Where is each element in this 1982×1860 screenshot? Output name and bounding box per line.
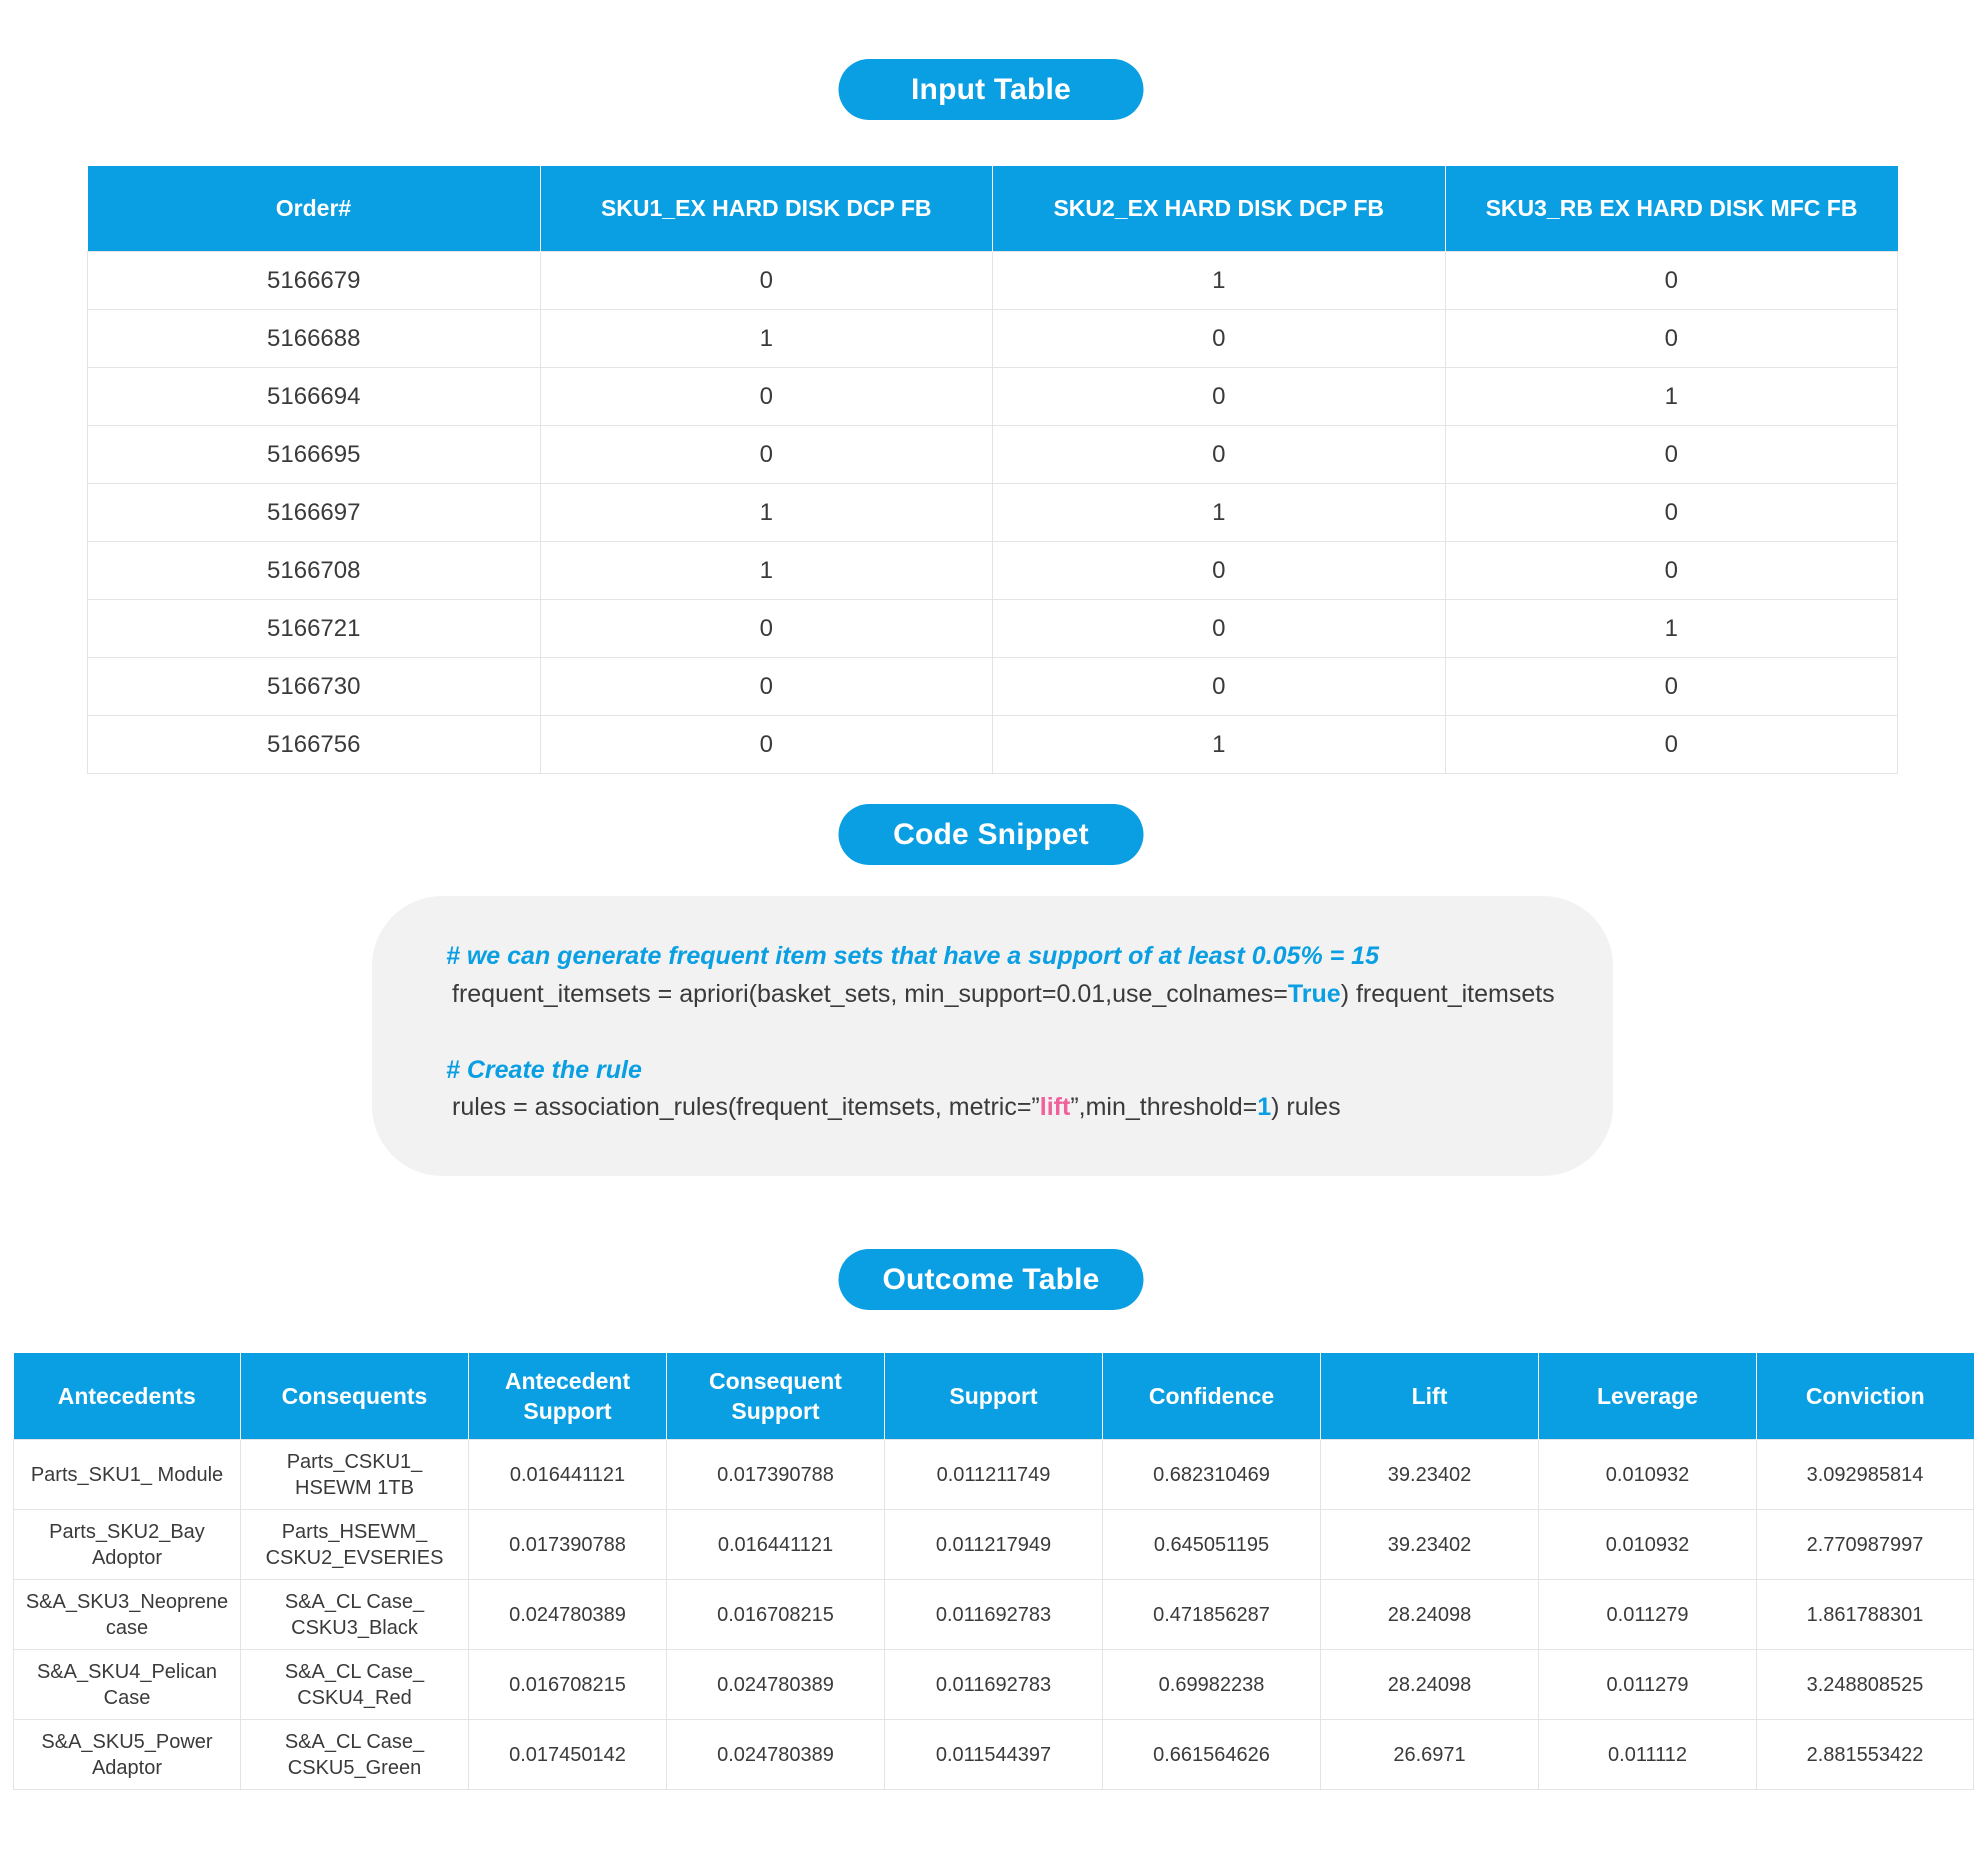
code-text: rules = association_rules(frequent_itemsets, metric=” <box>452 1093 1040 1121</box>
antecedent-support-cell: 0.016441121 <box>469 1440 667 1510</box>
code-text: ”,min_threshold= <box>1070 1093 1258 1121</box>
table-row <box>88 368 1898 426</box>
order-id-cell: 5166697 <box>88 484 541 542</box>
leverage-cell: 0.010932 <box>1539 1440 1757 1510</box>
table-row <box>88 542 1898 600</box>
table-row <box>14 1510 1974 1580</box>
table-row <box>88 716 1898 774</box>
table-row <box>88 484 1898 542</box>
table-row <box>88 600 1898 658</box>
confidence-cell: 0.682310469 <box>1103 1440 1321 1510</box>
code-text: ) frequent_itemsets <box>1340 980 1555 1008</box>
sku1-cell: 0 <box>540 716 993 774</box>
sku2-cell: 1 <box>993 716 1446 774</box>
table-row <box>88 426 1898 484</box>
confidence-cell: 0.645051195 <box>1103 1510 1321 1580</box>
code-number: 1 <box>1257 1093 1272 1121</box>
support-cell: 0.011692783 <box>885 1650 1103 1720</box>
order-id-cell: 5166694 <box>88 368 541 426</box>
conviction-cell: 2.770987997 <box>1757 1510 1974 1580</box>
antecedents-cell: Parts_SKU2_Bay Adoptor <box>14 1510 241 1580</box>
sku3-cell: 1 <box>1445 600 1898 658</box>
table-row <box>14 1650 1974 1720</box>
confidence-cell: 0.471856287 <box>1103 1580 1321 1650</box>
conviction-cell: 3.092985814 <box>1757 1440 1974 1510</box>
input-header-sku2: SKU2_EX HARD DISK DCP FB <box>993 166 1446 252</box>
sku3-cell: 0 <box>1445 252 1898 310</box>
sku1-cell: 0 <box>540 426 993 484</box>
code-snippet-box <box>372 896 1613 1176</box>
input-header-sku3: SKU3_RB EX HARD DISK MFC FB <box>1445 166 1898 252</box>
support-cell: 0.011211749 <box>885 1440 1103 1510</box>
order-id-cell: 5166721 <box>88 600 541 658</box>
input-table <box>87 166 1898 774</box>
sku2-cell: 0 <box>993 310 1446 368</box>
sku1-cell: 0 <box>540 252 993 310</box>
code-comment: # we can generate frequent item sets that have a support of at least 0.05% = 15 <box>446 942 1379 970</box>
antecedent-support-cell: 0.024780389 <box>469 1580 667 1650</box>
antecedents-cell: S&A_SKU3_Neoprene case <box>14 1580 241 1650</box>
sku3-cell: 0 <box>1445 658 1898 716</box>
input-table-title: Input Table <box>839 59 1144 120</box>
order-id-cell: 5166708 <box>88 542 541 600</box>
lift-cell: 39.23402 <box>1321 1440 1539 1510</box>
code-snippet-title: Code Snippet <box>839 804 1144 865</box>
table-row <box>88 310 1898 368</box>
sku2-cell: 0 <box>993 368 1446 426</box>
leverage-cell: 0.011279 <box>1539 1580 1757 1650</box>
antecedents-cell: S&A_SKU5_Power Adaptor <box>14 1720 241 1790</box>
sku2-cell: 1 <box>993 252 1446 310</box>
outcome-header-confidence: Confidence <box>1103 1353 1321 1440</box>
outcome-header-leverage: Leverage <box>1539 1353 1757 1440</box>
antecedent-support-cell: 0.017390788 <box>469 1510 667 1580</box>
code-comment: # Create the rule <box>446 1056 642 1084</box>
sku2-cell: 1 <box>993 484 1446 542</box>
sku3-cell: 0 <box>1445 310 1898 368</box>
consequent-support-cell: 0.016441121 <box>667 1510 885 1580</box>
consequent-support-cell: 0.017390788 <box>667 1440 885 1510</box>
table-row <box>14 1440 1974 1510</box>
support-cell: 0.011692783 <box>885 1580 1103 1650</box>
sku3-cell: 0 <box>1445 716 1898 774</box>
sku3-cell: 0 <box>1445 542 1898 600</box>
outcome-header-antecedent-support: Antecedent Support <box>469 1353 667 1440</box>
lift-cell: 28.24098 <box>1321 1580 1539 1650</box>
order-id-cell: 5166688 <box>88 310 541 368</box>
order-id-cell: 5166679 <box>88 252 541 310</box>
consequents-cell: S&A_CL Case_ CSKU4_Red <box>241 1650 469 1720</box>
input-header-sku1: SKU1_EX HARD DISK DCP FB <box>540 166 993 252</box>
sku1-cell: 0 <box>540 658 993 716</box>
confidence-cell: 0.661564626 <box>1103 1720 1321 1790</box>
antecedent-support-cell: 0.017450142 <box>469 1720 667 1790</box>
antecedent-support-cell: 0.016708215 <box>469 1650 667 1720</box>
sku3-cell: 0 <box>1445 426 1898 484</box>
support-cell: 0.011217949 <box>885 1510 1103 1580</box>
lift-cell: 28.24098 <box>1321 1650 1539 1720</box>
table-row <box>88 252 1898 310</box>
code-string: lift <box>1039 1093 1071 1121</box>
sku1-cell: 0 <box>540 368 993 426</box>
order-id-cell: 5166730 <box>88 658 541 716</box>
order-id-cell: 5166756 <box>88 716 541 774</box>
consequents-cell: Parts_CSKU1_ HSEWM 1TB <box>241 1440 469 1510</box>
consequent-support-cell: 0.016708215 <box>667 1580 885 1650</box>
sku1-cell: 0 <box>540 600 993 658</box>
lift-cell: 26.6971 <box>1321 1720 1539 1790</box>
code-text: ) rules <box>1271 1093 1341 1121</box>
table-row <box>88 658 1898 716</box>
sku1-cell: 1 <box>540 310 993 368</box>
input-header-order: Order# <box>88 166 541 252</box>
outcome-table-title: Outcome Table <box>839 1249 1144 1310</box>
sku2-cell: 0 <box>993 542 1446 600</box>
sku2-cell: 0 <box>993 426 1446 484</box>
table-row <box>14 1720 1974 1790</box>
consequents-cell: S&A_CL Case_ CSKU5_Green <box>241 1720 469 1790</box>
lift-cell: 39.23402 <box>1321 1510 1539 1580</box>
consequent-support-cell: 0.024780389 <box>667 1650 885 1720</box>
code-line-apriori <box>452 980 1555 1009</box>
conviction-cell: 2.881553422 <box>1757 1720 1974 1790</box>
code-keyword: True <box>1287 980 1341 1008</box>
sku3-cell: 1 <box>1445 368 1898 426</box>
outcome-table-header-row <box>14 1353 1974 1440</box>
leverage-cell: 0.010932 <box>1539 1510 1757 1580</box>
outcome-table <box>13 1353 1974 1790</box>
leverage-cell: 0.011112 <box>1539 1720 1757 1790</box>
table-row <box>14 1580 1974 1650</box>
sku2-cell: 0 <box>993 600 1446 658</box>
sku1-cell: 1 <box>540 542 993 600</box>
outcome-header-consequent-support: Consequent Support <box>667 1353 885 1440</box>
antecedents-cell: Parts_SKU1_ Module <box>14 1440 241 1510</box>
sku1-cell: 1 <box>540 484 993 542</box>
order-id-cell: 5166695 <box>88 426 541 484</box>
antecedents-cell: S&A_SKU4_Pelican Case <box>14 1650 241 1720</box>
outcome-header-antecedents: Antecedents <box>14 1353 241 1440</box>
confidence-cell: 0.69982238 <box>1103 1650 1321 1720</box>
leverage-cell: 0.011279 <box>1539 1650 1757 1720</box>
consequents-cell: S&A_CL Case_ CSKU3_Black <box>241 1580 469 1650</box>
outcome-header-consequents: Consequents <box>241 1353 469 1440</box>
outcome-header-support: Support <box>885 1353 1103 1440</box>
conviction-cell: 3.248808525 <box>1757 1650 1974 1720</box>
support-cell: 0.011544397 <box>885 1720 1103 1790</box>
outcome-header-lift: Lift <box>1321 1353 1539 1440</box>
outcome-header-conviction: Conviction <box>1757 1353 1974 1440</box>
sku3-cell: 0 <box>1445 484 1898 542</box>
consequent-support-cell: 0.024780389 <box>667 1720 885 1790</box>
conviction-cell: 1.861788301 <box>1757 1580 1974 1650</box>
consequents-cell: Parts_HSEWM_ CSKU2_EVSERIES <box>241 1510 469 1580</box>
sku2-cell: 0 <box>993 658 1446 716</box>
code-text: frequent_itemsets = apriori(basket_sets, min_support=0.01,use_colnames= <box>452 980 1288 1008</box>
input-table-header-row <box>88 166 1898 252</box>
code-line-rules <box>452 1093 1341 1122</box>
